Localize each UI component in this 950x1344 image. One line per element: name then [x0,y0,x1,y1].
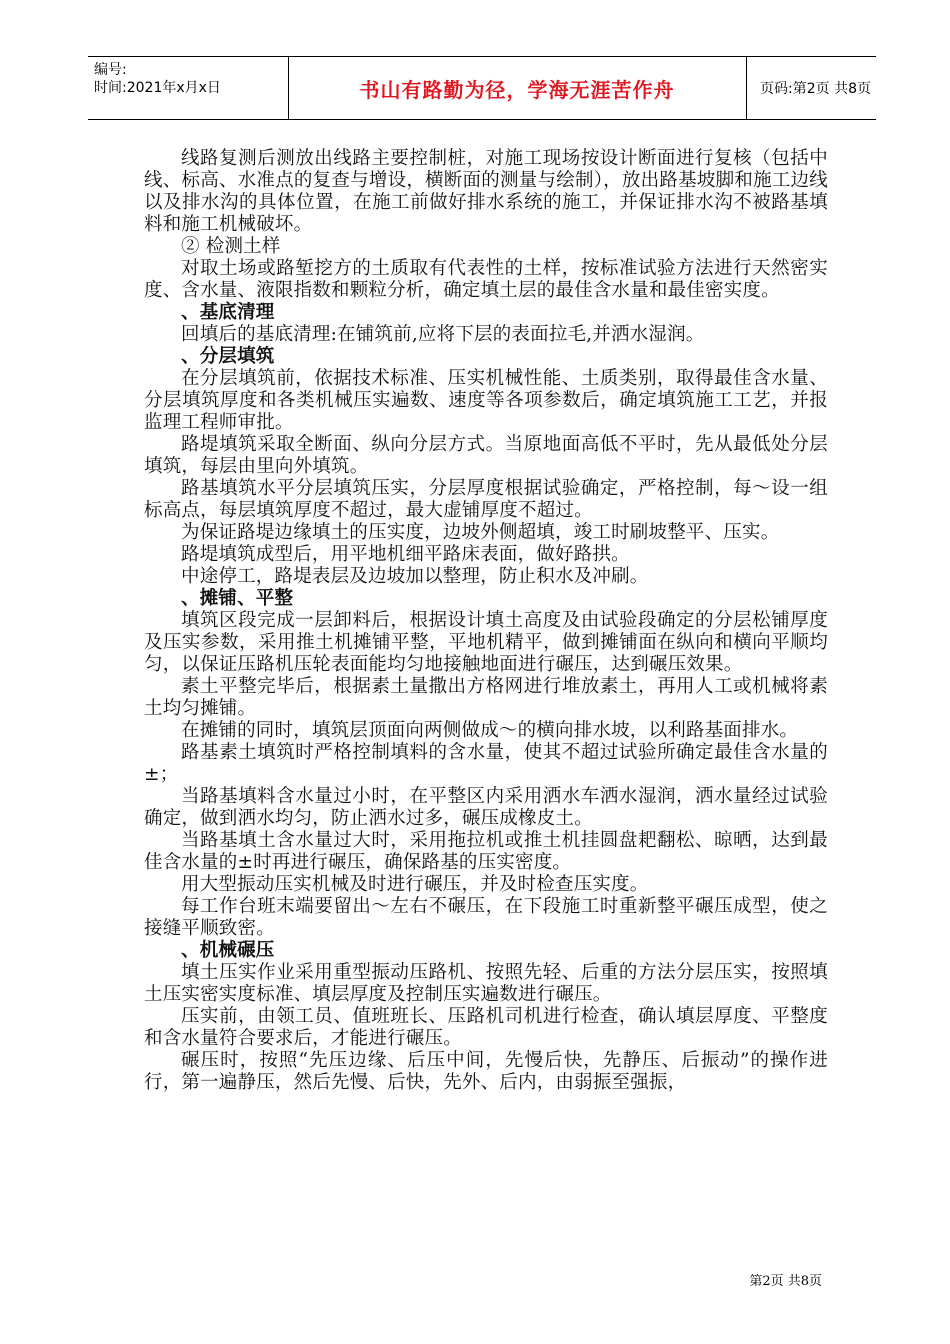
document-body [144,148,828,1094]
subheading-test-soil: ② 检测土样 [181,236,281,257]
paragraph: 路堤填筑成型后，用平地机细平路床表面，做好路拱。 [181,544,630,565]
paragraph: 素土平整完毕后，根据素土量撒出方格网进行堆放素土，再用人工或机械将素土均匀摊铺。 [144,676,828,719]
paragraph: 中途停工，路堤表层及边坡加以整理，防止积水及冲刷。 [181,566,649,587]
paragraph: 路堤填筑采取全断面、纵向分层方式。当原地面高低不平时，先从最低处分层填筑，每层由里向外填筑。 [144,434,828,477]
document-time-label: 时间:2021年x月x日 [94,80,221,96]
document-number-label: 编号: [94,62,127,78]
header-divider-right [746,57,747,119]
page-footer-number: 第2页 共8页 [749,1274,822,1289]
paragraph: 用大型振动压实机械及时进行碾压，并及时检查压实度。 [181,874,649,895]
paragraph: 当路基填料含水量过小时，在平整区内采用洒水车洒水湿润，洒水量经过试验确定，做到洒水均匀，防止洒水过多，碾压成橡皮土。 [144,786,828,829]
section-heading-spreading-leveling: 、摊铺、平整 [181,588,294,609]
paragraph: 在摊铺的同时，填筑层顶面向两侧做成～的横向排水坡，以利路基面排水。 [181,720,799,741]
paragraph: 路基素土填筑时严格控制填料的含水量，使其不超过试验所确定最佳含水量的±； [144,742,828,785]
paragraph: 回填后的基底清理:在铺筑前,应将下层的表面拉毛,并洒水湿润。 [181,324,705,345]
paragraph: 路基填筑水平分层填筑压实，分层厚度根据试验确定，严格控制，每～设一组标高点，每层填筑厚度不超过，最大虚铺厚度不超过。 [144,478,828,521]
header-motto: 书山有路勤为径，学海无涯苦作舟 [359,77,675,102]
paragraph: 填筑区段完成一层卸料后，根据设计填土高度及由试验段确定的分层松铺厚度及压实参数，采用推土机摊铺平整，平地机精平，做到摊铺面在纵向和横向平顺均匀，以保证压路机压轮表面能均匀地接触地面进行碾压，达到碾压效果。 [144,610,828,675]
section-heading-layered-filling: 、分层填筑 [181,346,275,367]
paragraph: 碾压时，按照“先压边缘、后压中间，先慢后快，先静压、后振动”的操作进行，第一遍静压，然后先慢、后快，先外、后内，由弱振至强振， [144,1050,828,1093]
paragraph: 线路复测后测放出线路主要控制桩，对施工现场按设计断面进行复核（包括中线、标高、水准点的复查与增设，横断面的测量与绘制），放出路基坡脚和施工边线以及排水沟的具体位置，在施工前做好排水系统的施工，并保证排水沟不被路基填料和施工机械破坏。 [144,148,828,235]
header-page-info: 页码:第2页 共8页 [760,81,871,97]
paragraph: 在分层填筑前，依据技术标准、压实机械性能、土质类别，取得最佳含水量、分层填筑厚度和各类机械压实遍数、速度等各项参数后，确定填筑施工工艺，并报监理工程师审批。 [144,368,828,433]
paragraph: 当路基填土含水量过大时，采用拖拉机或推土机挂圆盘耙翻松、晾晒，达到最佳含水量的±时再进行碾压，确保路基的压实密度。 [144,830,828,873]
paragraph: 每工作台班末端要留出～左右不碾压，在下段施工时重新整平碾压成型，使之接缝平顺致密。 [144,896,828,939]
header-meta [94,61,284,97]
page-header [88,56,876,120]
paragraph: 填土压实作业采用重型振动压路机、按照先轻、后重的方法分层压实，按照填土压实密实度标准、填层厚度及控制压实遍数进行碾压。 [144,962,828,1005]
paragraph: 压实前，由领工员、值班班长、压路机司机进行检查，确认填层厚度、平整度和含水量符合要求后，才能进行碾压。 [144,1006,828,1049]
paragraph: 为保证路堤边缘填土的压实度，边坡外侧超填，竣工时刷坡整平、压实。 [181,522,780,543]
section-heading-base-cleaning: 、基底清理 [181,302,275,323]
section-heading-mechanical-rolling: 、机械碾压 [181,940,275,961]
paragraph: 对取土场或路堑挖方的土质取有代表性的土样，按标准试验方法进行天然密实度、含水量、液限指数和颗粒分析，确定填土层的最佳含水量和最佳密实度。 [144,258,828,301]
